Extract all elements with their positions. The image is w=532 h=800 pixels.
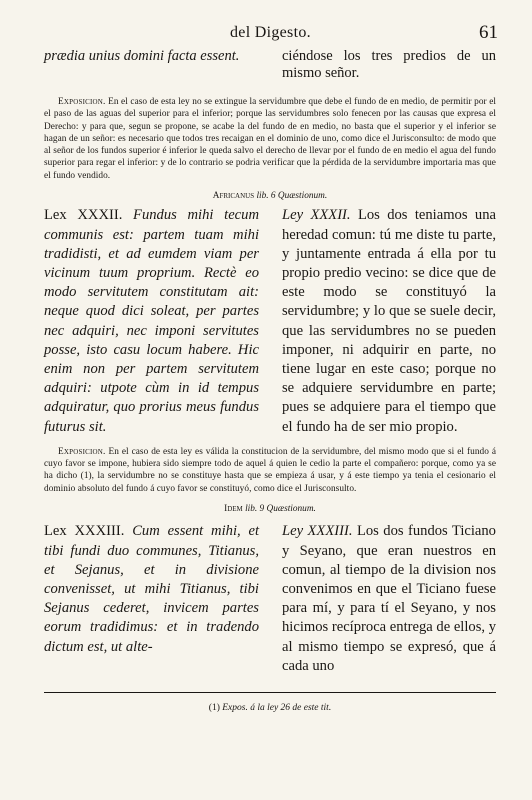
lex-32-columns — [44, 206, 496, 436]
exposition-label: Exposicion. — [58, 97, 106, 107]
citation-author: Idem — [224, 504, 243, 515]
lex-32-latin-heading: Lex XXXII. — [44, 207, 123, 224]
ley-32-spanish-heading: Ley XXXII. — [282, 207, 351, 224]
exposition-label: Exposicion. — [58, 446, 106, 457]
lex-32-spanish — [282, 206, 496, 436]
exposition-text: En el caso de esta ley no se extingue la servidumbre que debe el fundo de en medio, de permitir por el el paso de las aguas del superior para el inferior; porque las servidumbres solo fenecen por las causas que expresa el Derecho: y para que, segun se propone, se acabe la del fundo de en medio, no basta que el superior y el inferior se hagan de un señor: es necesario que todos tres recaigan en el dominio de uno, como dice el Jurisconsulto: de modo que al señor de los fundos superior é inferior le queda salvo el derecho de llevar por el fundo de en medio el agua del fundo superior para regar el inferior: y de lo contrario se podria verificar que la pérdida de la servidumbre importaria mas que el fundo vendido. — [44, 97, 497, 181]
ley-33-spanish-text: Los dos fundos Ticiano y Seyano, que eran nuestros en comun, al tiempo de la division nos convenimos en que el Ticiano fuese para mí, y para tí el Seyano, y nos hicimos recíproca entrega de ellos, y al mismo tiempo se expresó, que á cada uno — [282, 523, 496, 674]
running-title: del Digesto. — [230, 24, 311, 41]
exposition-paragraph — [44, 446, 496, 495]
lex-33-spanish — [282, 522, 496, 676]
lex-33-latin-heading: Lex XXXIII. — [44, 523, 125, 540]
exposition-text: En el caso de esta ley es válida la constitucion de la servidumbre, del mismo modo que si el fundo á cuyo favor se impone, hubiera sido siempre todo de aquel á quien le cedio la parte el compañero: porque, como ya se ha dicho (1), la servidumbre no se constituye hasta que se empieza á usar, y á este tiempo ya tenia el cesionario el dominio absoluto del fundo á cuyo favor se constituyó, como dice el Jurisconsulto. — [44, 446, 497, 494]
exposition-paragraph — [44, 96, 496, 182]
top-continuation — [44, 48, 496, 82]
citation-author: Africanus — [212, 191, 255, 202]
lex-32-latin — [44, 206, 259, 436]
footnote — [44, 703, 496, 713]
ley-33-spanish-heading: Ley XXXIII. — [282, 523, 353, 540]
footnote-divider — [44, 692, 496, 693]
document-page — [44, 22, 496, 713]
citation-source: lib. 6 Quæstionum. — [256, 191, 328, 202]
lex-33-latin-text: Cum essent mihi, et tibi fundi duo communes, Titianus, et Sejanus, et in divisione convenisset, ut mihi Titianus, tibi Sejanus cederet, invicem partes eorum tradidimus: et in tradendo dictum est, ut alte- — [44, 523, 259, 655]
source-citation — [44, 504, 496, 514]
ley-32-spanish-text: Los dos teniamos una heredad comun: tú me diste tu parte, y juntamente entrada á ella por tu propio predio vecino: se dice que de este modo se constituyó la servidumbre; y lo que se suele decir, que las servidumbres no se pueden imponer, ni adquirir en parte, no tiene lugar en este caso; porque no se adquiere servidumbre en parte; pues se adquiere para el tiempo que el fundo ha de ser mio propio. — [282, 207, 496, 435]
spanish-continuation: ciéndose los tres predios de un mismo señor. — [282, 48, 496, 81]
footnote-text: Expos. á la ley 26 de este tit. — [222, 702, 332, 713]
citation-source: lib. 9 Quæstionum. — [245, 504, 316, 515]
page-number: 61 — [479, 22, 498, 43]
source-citation — [44, 191, 496, 201]
footnote-marker: (1) — [208, 702, 220, 713]
lex-33-columns — [44, 522, 496, 676]
running-header — [44, 22, 496, 48]
latin-continuation: prædia unius domini facta essent. — [44, 48, 240, 64]
lex-33-latin — [44, 522, 259, 676]
lex-32-latin-text: Fundus mihi tecum communis est: partem tuam mihi tradidisti, et ad eumdem viam per vicinum tuum proprium. Rectè eo modo servitutem constitutam ait: neque quod dici soleat, per partes nec adquiri, nec imponi servitutes posse, isto casu locum habere. Hic enim non per partem servitutem adquiri: utpote cùm in id tempus adquiratur, quo prorius meus fundus futurus sit. — [44, 207, 259, 435]
